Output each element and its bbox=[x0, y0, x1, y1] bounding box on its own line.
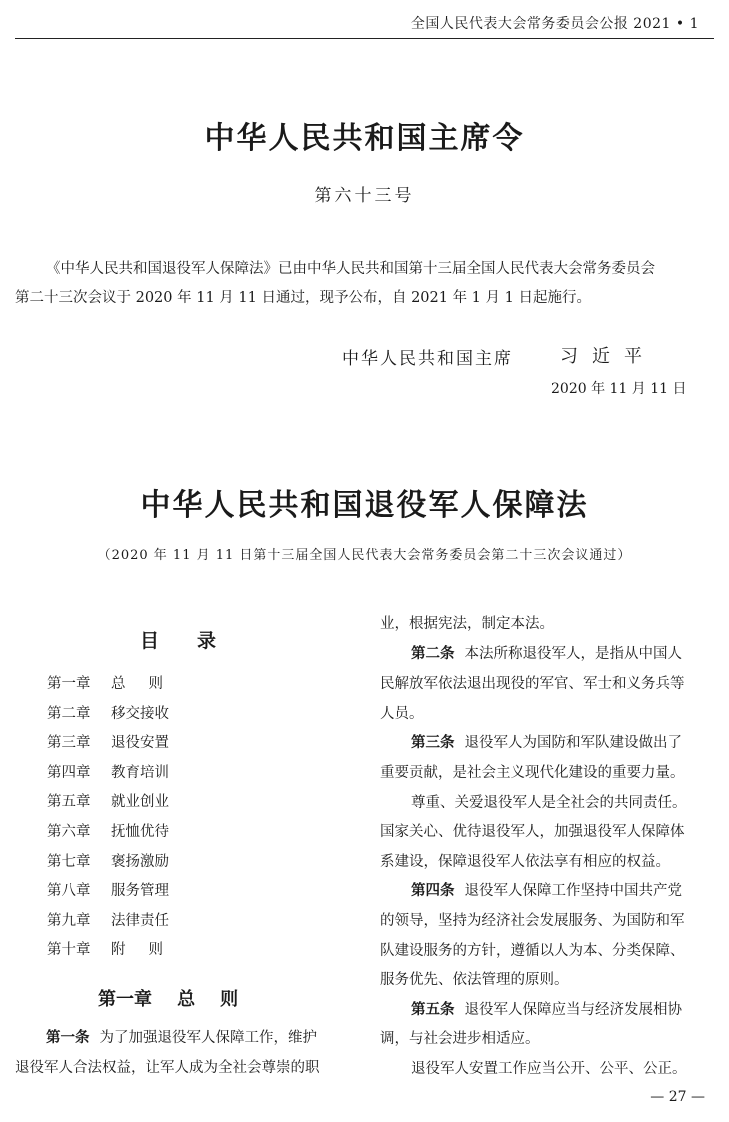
article-4-label: 第四条 bbox=[411, 883, 455, 899]
toc-item: 第四章 教育培训 bbox=[47, 764, 169, 781]
article-2-line-2: 民解放军依法退出现役的军官、军士和义务兵等 bbox=[380, 676, 685, 692]
signatory-title: 中华人民共和国主席 bbox=[342, 349, 513, 369]
toc-item: 第十章 附则 bbox=[47, 942, 186, 959]
article-5b-line-1: 退役军人安置工作应当公开、公平、公正。 bbox=[411, 1061, 687, 1077]
article-3b-line-1: 尊重、关爱退役军人是全社会的共同责任。 bbox=[411, 795, 687, 811]
article-2-line-1: 第二条 本法所称退役军人，是指从中国人 bbox=[411, 646, 682, 662]
article-3-label: 第三条 bbox=[411, 735, 455, 751]
gazette-header: 全国人民代表大会常务委员会公报 2021 • 1 bbox=[410, 16, 699, 32]
article-2-line-3: 人员。 bbox=[380, 706, 424, 722]
order-body-line-1: 《中华人民共和国退役军人保障法》已由中华人民共和国第十三届全国人民代表大会常务委员会 bbox=[46, 261, 655, 277]
toc-item: 第九章 法律责任 bbox=[47, 912, 169, 929]
table-of-contents bbox=[47, 672, 186, 968]
article-4-line-3: 队建设服务的方针，遵循以人为本、分类保障、 bbox=[380, 943, 685, 959]
article-5-line-1: 第五条 退役军人保障应当与经济发展相协 bbox=[411, 1002, 682, 1018]
order-date: 2020 年 11 月 11 日 bbox=[551, 381, 687, 397]
article-4-line-4: 服务优先、依法管理的原则。 bbox=[380, 972, 569, 988]
toc-item: 第八章 服务管理 bbox=[47, 883, 169, 900]
article-5-line-2: 调，与社会进步相适应。 bbox=[380, 1031, 540, 1047]
signatory-name: 习近平 bbox=[560, 346, 656, 367]
header-rule bbox=[15, 38, 714, 39]
order-title: 中华人民共和国主席令 bbox=[204, 121, 525, 156]
toc-item: 第一章 总则 bbox=[47, 676, 186, 692]
toc-item: 第二章 移交接收 bbox=[47, 705, 169, 722]
order-number: 第六十三号 bbox=[314, 186, 415, 206]
toc-item: 第五章 就业创业 bbox=[47, 794, 169, 811]
article-3b-line-2: 国家关心、优待退役军人，加强退役军人保障体 bbox=[380, 824, 685, 840]
toc-item: 第三章 退役安置 bbox=[47, 735, 169, 752]
article-4-line-1: 第四条 退役军人保障工作坚持中国共产党 bbox=[411, 883, 682, 899]
article-1-label: 第一条 bbox=[46, 1030, 90, 1046]
article-3-line-2: 重要贡献，是社会主义现代化建设的重要力量。 bbox=[380, 765, 685, 781]
article-3b-line-3: 系建设，保障退役军人依法享有相应的权益。 bbox=[380, 854, 670, 870]
law-subtitle: （2020 年 11 月 11 日第十三届全国人民代表大会常务委员会第二十三次会议通过） bbox=[97, 548, 632, 563]
toc-item: 第七章 褒扬激励 bbox=[47, 853, 169, 870]
toc-heading: 目录 bbox=[140, 630, 255, 652]
article-3-line-1: 第三条 退役军人为国防和军队建设做出了 bbox=[411, 735, 682, 751]
article-4-line-2: 的领导，坚持为经济社会发展服务、为国防和军 bbox=[380, 913, 685, 929]
article-5-label: 第五条 bbox=[411, 1002, 455, 1018]
article-1-line-1: 第一条 为了加强退役军人保障工作，维护 bbox=[46, 1030, 317, 1046]
chapter-1-title: 第一章 总 则 bbox=[98, 989, 239, 1010]
page-number: — 27 — bbox=[650, 1089, 705, 1105]
article-2-label: 第二条 bbox=[411, 646, 455, 662]
article-1-continued: 业，根据宪法，制定本法。 bbox=[380, 616, 554, 632]
law-title: 中华人民共和国退役军人保障法 bbox=[140, 488, 589, 523]
toc-item: 第六章 抚恤优待 bbox=[47, 823, 169, 840]
article-1-line-2: 退役军人合法权益，让军人成为全社会尊崇的职 bbox=[15, 1060, 320, 1076]
order-body-line-2: 第二十三次会议于 2020 年 11 月 11 日通过，现予公布，自 2021 年 1 月 1 日起施行。 bbox=[15, 290, 591, 306]
